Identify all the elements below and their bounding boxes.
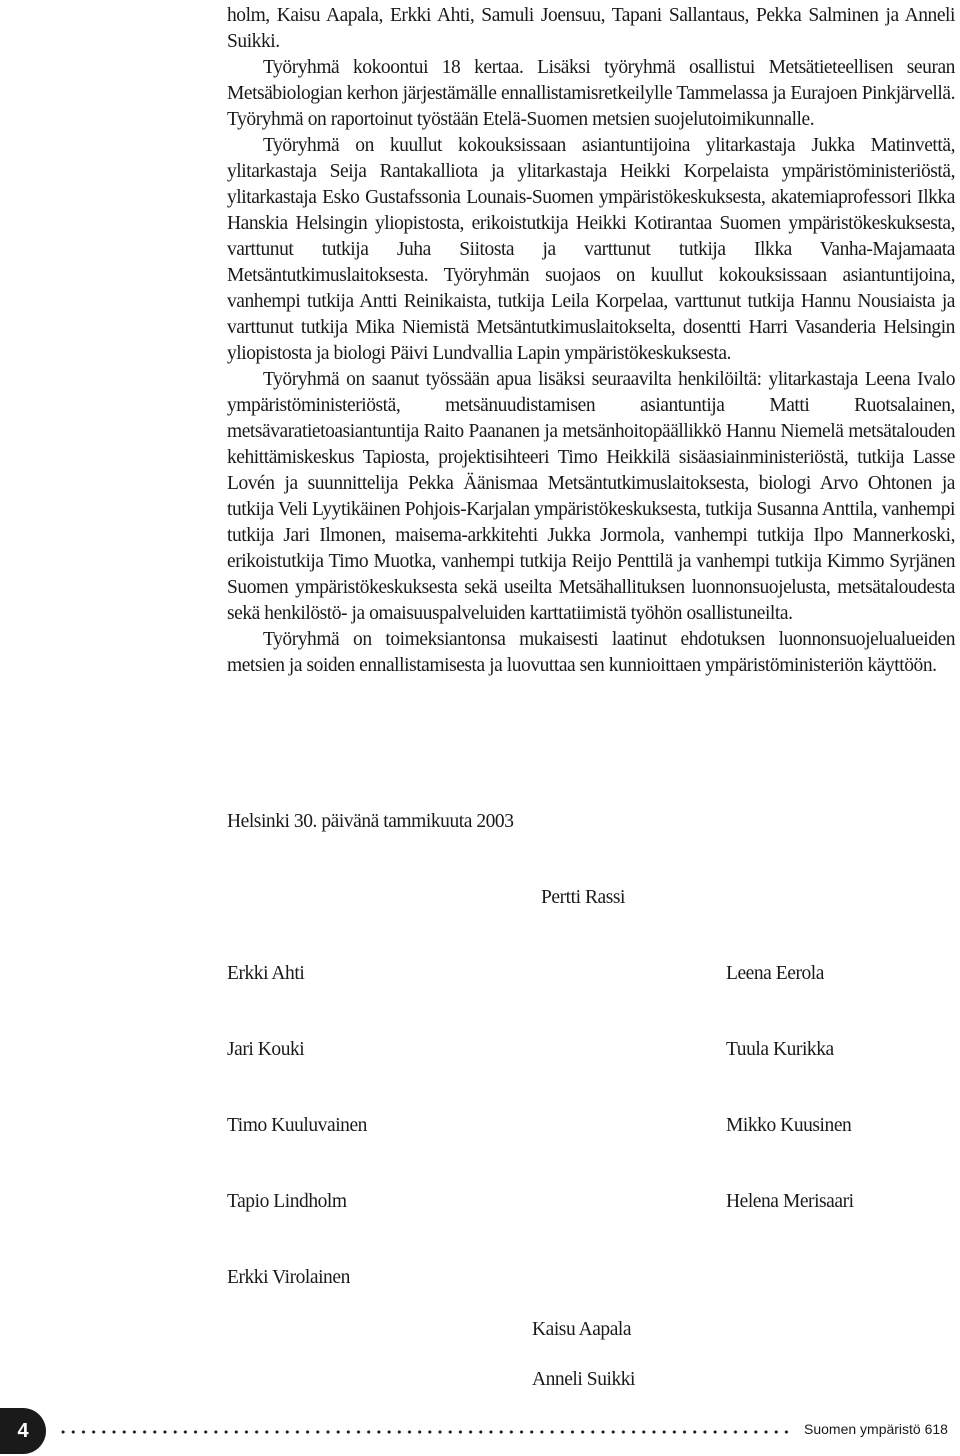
signature-chair: Pertti Rassi (541, 887, 625, 908)
signature-secretary-1: Kaisu Aapala (532, 1319, 632, 1340)
signature-left-2: Jari Kouki (227, 1039, 305, 1060)
paragraph-assistance: Työryhmä on saanut työssään apua lisäksi seuraavilta henkilöiltä: ylitarkastaja Leena Ivalo ympäristöministeriöstä, metsänuudistamisen asiantuntija Matti Ruotsalainen, metsävaratietoasiantuntija Raito Paananen ja metsänhoitopäällikkö Hannu Niemelä metsätalouden kehittämiskeskus Tapiosta, projektisihteeri Timo Heikkilä sisäasiainministeriöstä, tutkija Lasse Lovén ja suunnittelija Pekka Äänismaa Metsäntutkimuslaitoksesta, biologi Arvo Ohtonen ja tutkija Veli Lyytikäinen Pohjois-Karjalan ympäristökeskuksesta, tutkija Susanna Anttila, vanhempi tutkija Jari Ilmonen, maisema-arkkitehti Jukka Jormola, vanhempi tutkija Ilpo Mannerkoski, erikoistutkija Timo Muotka, vanhempi tutkija Reijo Penttilä ja vanhempi tutkija Kimmo Syrjänen Suomen ympäristökeskuksesta sekä useilta Metsähallituksen luonnonsuojelusta, metsätaloudesta sekä henkilöstö- ja omaisuuspalveluiden karttatiimistä työhön osallistuneilta. (227, 369, 955, 624)
paragraph-experts: Työryhmä on kuullut kokouksissaan asiantuntijoina ylitarkastaja Jukka Matinvettä, ylitarkastaja Seija Rantakalliota ja ylitarkastaja Heikki Korpelaista ympäristöministeriöstä, ylitarkastaja Esko Gustafssonia Lounais-Suomen ympäristökeskuksesta, akatemiaprofessori Ilkka Hanskia Helsingin yliopistosta, erikoistutkija Heikki Kotirantaa Suomen ympäristökeskuksesta, varttunut tutkija Juha Siitosta ja varttunut tutkija Ilkka Vanha-Majamaata Metsäntutkimuslaitoksesta. Työryhmän suojaos on kuullut kokouksissaan asiantuntijoina, vanhempi tutkija Antti Reinikaista, tutkija Leila Korpelaa, varttunut tutkija Hannu Nousiaista ja varttunut tutkija Mika Niemistä Metsäntutkimuslaitokselta, dosentti Harri Vasanderia Helsingin yliopistosta ja biologi Päivi Lundvallia Lapin ympäristökeskuksesta. (227, 135, 955, 364)
place-and-date: Helsinki 30. päivänä tammikuuta 2003 (227, 811, 514, 832)
paragraph-conclusion: Työryhmä on toimeksiantonsa mukaisesti laatinut ehdotuksen luonnonsuojelualueiden metsien ja soiden ennallistamisesta ja luovuttaa sen kunnioittaen ympäristöministeriön käyttöön. (227, 629, 955, 676)
page-number: 4 (0, 1408, 46, 1454)
page-footer (0, 1408, 960, 1454)
paragraph-meetings: Työryhmä kokoontui 18 kertaa. Lisäksi työryhmä osallistui Metsätieteellisen seuran Metsäbiologian kerhon järjestämälle ennallistamisretkeilylle Tammelassa ja Eurajoen Pinkjärvellä. Työryhmä on raportoinut työstään Etelä-Suomen metsien suojelutoimikunnalle. (227, 57, 955, 130)
signature-left-1: Erkki Ahti (227, 963, 305, 984)
signature-left-4: Tapio Lindholm (227, 1191, 347, 1212)
signature-right-4: Helena Merisaari (726, 1191, 854, 1212)
signature-right-2: Tuula Kurikka (726, 1039, 834, 1060)
signature-right-3: Mikko Kuusinen (726, 1115, 852, 1136)
dot-leader (58, 1430, 792, 1434)
signature-secretary-2: Anneli Suikki (532, 1369, 636, 1390)
signature-right-1: Leena Eerola (726, 963, 824, 984)
signature-left-3: Timo Kuuluvainen (227, 1115, 367, 1136)
body-text (227, 3, 955, 679)
paragraph-intro-continuation: holm, Kaisu Aapala, Erkki Ahti, Samuli Joensuu, Tapani Sallantaus, Pekka Salminen ja Anneli Suikki. (227, 5, 955, 52)
series-title: Suomen ympäristö 618 (804, 1421, 948, 1437)
signature-left-5: Erkki Virolainen (227, 1267, 350, 1288)
